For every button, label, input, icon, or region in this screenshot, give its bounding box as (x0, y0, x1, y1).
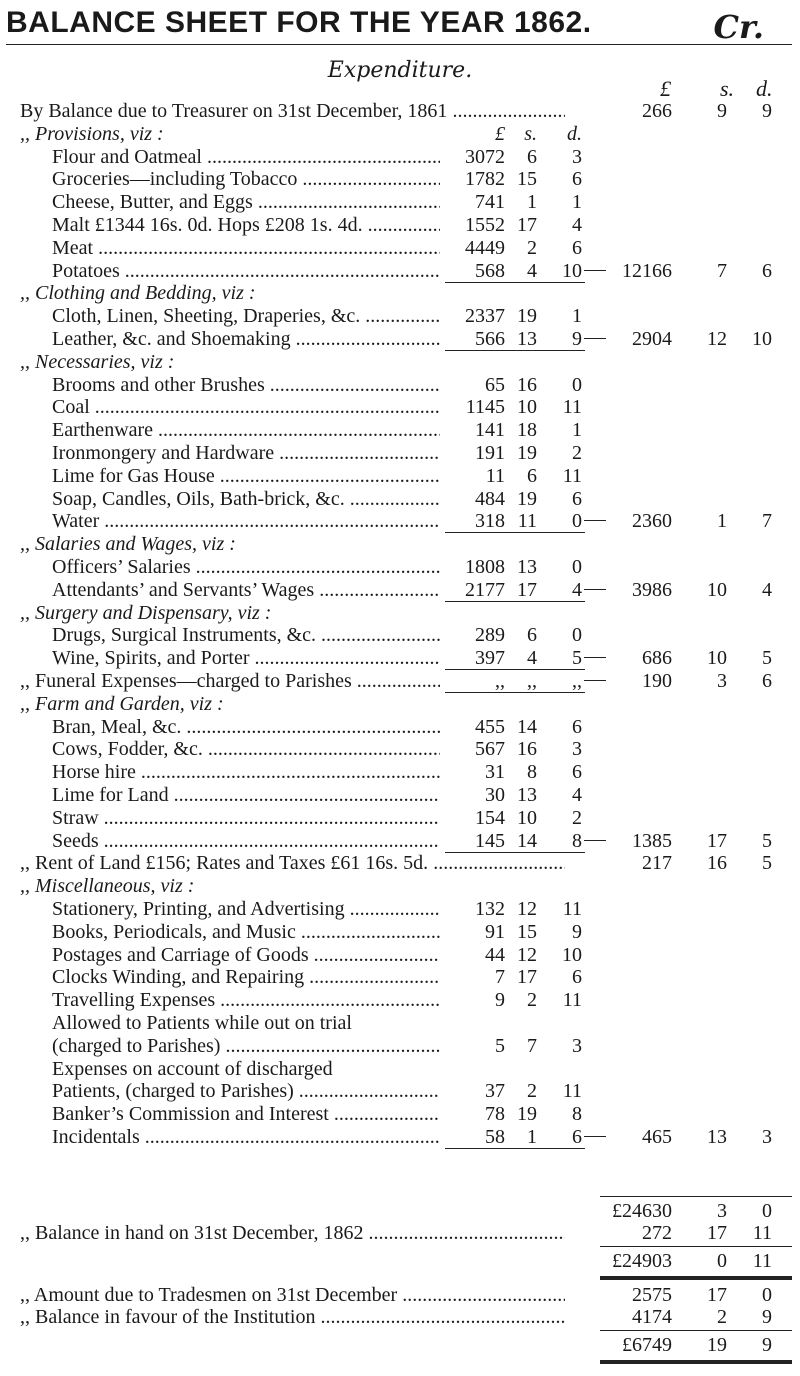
grand-total-pounds: £24903 (612, 1250, 672, 1272)
total-pounds: 266 (642, 100, 672, 122)
item-pounds: 7 (495, 966, 505, 989)
balance-in-hand-shillings: 17 (707, 1222, 727, 1244)
line-label: Seeds ..... (52, 830, 440, 853)
total-pounds: 12166 (622, 259, 672, 282)
line-label: (charged to Parishes) ..... (52, 1035, 440, 1058)
item-shillings: 4 (527, 259, 537, 282)
item-pounds: 455 (475, 715, 505, 738)
item-shillings: 11 (517, 510, 537, 533)
item-pence: 11 (562, 898, 582, 920)
item-pence: 2 (572, 806, 582, 829)
ledger-line (0, 624, 800, 646)
line-label: Lime for Gas House ..... (52, 465, 440, 488)
line-label: ,, Salaries and Wages, viz : (20, 533, 236, 556)
line-label: Bran, Meal, &c. ..... (52, 716, 440, 739)
item-pence: 6 (572, 1126, 582, 1148)
total-pence: 5 (762, 647, 772, 670)
line-label: Coal ..... (52, 396, 440, 419)
ledger-line (0, 442, 800, 464)
item-pounds: 145 (475, 829, 505, 852)
favour-pounds: 4174 (632, 1306, 672, 1328)
final-total-pence: 9 (762, 1334, 772, 1356)
total-dash (584, 1136, 606, 1137)
item-pence: 0 (572, 556, 582, 578)
ledger-line (0, 989, 800, 1011)
item-shillings: 1 (527, 1126, 537, 1148)
total-shillings: 3 (717, 670, 727, 692)
subtotal-shillings: 3 (717, 1200, 727, 1222)
grand-total-rule (600, 1246, 792, 1247)
ledger-line (0, 533, 800, 555)
item-pounds: 132 (475, 898, 505, 920)
line-label: Officers’ Salaries ..... (52, 556, 440, 579)
ledger-line (0, 852, 800, 874)
item-pounds: 1145 (465, 396, 505, 419)
section-subtitle: Expenditure. (327, 58, 473, 83)
line-label: Wine, Spirits, and Porter ..... (52, 647, 440, 670)
line-label: Soap, Candles, Oils, Bath-brick, &c. ..... (52, 488, 440, 511)
item-shillings: 6 (527, 464, 537, 487)
line-label: By Balance due to Treasurer on 31st December, 1861 ..... (20, 100, 565, 123)
tradesmen-pence: 0 (762, 1284, 772, 1306)
item-shillings: 19 (517, 442, 537, 464)
ledger-line (0, 944, 800, 966)
line-label: Clocks Winding, and Repairing ..... (52, 966, 440, 989)
ledger-line (0, 602, 800, 624)
subtotal-line (0, 1200, 800, 1222)
item-pence: 6 (572, 715, 582, 738)
item-shillings: 10 (517, 396, 537, 419)
item-pounds-heading: £ (495, 122, 505, 145)
item-shillings: 18 (517, 419, 537, 442)
final-total-shillings: 19 (707, 1334, 727, 1356)
item-shillings: 17 (517, 214, 537, 236)
ledger-line (0, 488, 800, 510)
ledger-line (0, 716, 800, 738)
total-shillings: 1 (717, 510, 727, 533)
favour-pence: 9 (762, 1306, 772, 1328)
item-pence: 1 (572, 419, 582, 442)
favour-line (0, 1306, 800, 1328)
item-shillings: 2 (527, 1080, 537, 1103)
total-shillings: 9 (717, 100, 727, 122)
item-shillings: ,, (527, 670, 537, 692)
ledger-line (0, 214, 800, 236)
line-label: Straw ..... (52, 807, 440, 830)
total-pence: 6 (762, 259, 772, 282)
item-pence: 9 (572, 328, 582, 350)
item-pounds: 154 (475, 806, 505, 829)
total-pence: 4 (762, 578, 772, 601)
item-shillings: 1 (527, 191, 537, 214)
item-shillings: 6 (527, 624, 537, 647)
tradesmen-line (0, 1284, 800, 1306)
total-dash (584, 840, 606, 841)
total-dash (584, 270, 606, 271)
item-pounds: 1782 (465, 168, 505, 191)
ledger-line (0, 328, 800, 350)
line-label: Flour and Oatmeal ..... (52, 146, 440, 169)
item-pence: 3 (572, 145, 582, 168)
line-label: ,, Surgery and Dispensary, viz : (20, 601, 272, 624)
item-pence: 9 (572, 920, 582, 943)
ledger-line (0, 419, 800, 441)
item-shillings: 15 (517, 920, 537, 943)
line-label: Groceries—including Tobacco ..... (52, 168, 440, 191)
total-pounds: 217 (642, 852, 672, 875)
item-shillings: 16 (517, 738, 537, 761)
ledger-line (0, 123, 800, 145)
ledger-line (0, 146, 800, 168)
grand-total-bar (600, 1276, 792, 1280)
ledger-line (0, 875, 800, 897)
item-shillings: 14 (517, 829, 537, 852)
item-pounds: 65 (485, 373, 505, 396)
tradesmen-label: ,, Amount due to Tradesmen on 31st December ..... (20, 1284, 565, 1307)
total-pounds: 2904 (632, 328, 672, 350)
line-label: Horse hire ..... (52, 761, 440, 784)
pence-heading: d. (756, 76, 773, 101)
item-shillings: 10 (517, 806, 537, 829)
item-pence: 11 (562, 464, 582, 487)
total-pence: 3 (762, 1126, 772, 1148)
line-label: Postages and Carriage of Goods ..... (52, 944, 440, 967)
item-pounds: 1552 (465, 214, 505, 236)
total-pounds: 3986 (632, 578, 672, 601)
line-label: Cheese, Butter, and Eggs ..... (52, 191, 440, 214)
total-pounds: 190 (642, 670, 672, 692)
item-pence: 4 (572, 578, 582, 601)
item-pence: 4 (572, 214, 582, 236)
total-shillings: 7 (717, 259, 727, 282)
total-pounds: 465 (642, 1126, 672, 1148)
item-pounds: 1808 (465, 556, 505, 578)
item-pence: 4 (572, 784, 582, 806)
line-label: Potatoes ..... (52, 260, 440, 283)
item-pence: 0 (572, 510, 582, 533)
item-shillings: 13 (517, 556, 537, 578)
line-label: Cloth, Linen, Sheeting, Draperies, &c. ..... (52, 305, 440, 328)
total-pounds: 686 (642, 647, 672, 670)
item-pounds: 91 (485, 920, 505, 943)
total-pence: 9 (762, 100, 772, 122)
ledger-line (0, 807, 800, 829)
item-pence-heading: d. (567, 122, 582, 145)
item-pence: 10 (562, 943, 582, 966)
item-pounds: 37 (485, 1080, 505, 1103)
item-pounds: 318 (475, 510, 505, 533)
line-label: Travelling Expenses ..... (52, 989, 440, 1012)
total-dash (584, 680, 606, 681)
item-shillings: 12 (517, 898, 537, 920)
ledger-line (0, 1012, 800, 1034)
total-pence: 7 (762, 510, 772, 533)
item-shillings: 14 (517, 715, 537, 738)
ledger-line (0, 168, 800, 190)
ledger-line (0, 921, 800, 943)
total-pounds: 2360 (632, 510, 672, 533)
item-shillings: 13 (517, 328, 537, 350)
line-label: Lime for Land ..... (52, 784, 440, 807)
total-pence: 10 (752, 328, 772, 350)
item-pence: 6 (572, 487, 582, 510)
line-label: Drugs, Surgical Instruments, &c. ..... (52, 624, 440, 647)
item-pence: 5 (572, 647, 582, 670)
item-pence: 0 (572, 373, 582, 396)
item-pounds: 31 (485, 761, 505, 784)
line-label: Expenses on account of discharged (52, 1057, 333, 1080)
ledger-line (0, 579, 800, 601)
ledger-line (0, 1080, 800, 1102)
item-pounds: 141 (475, 419, 505, 442)
total-shillings: 16 (707, 852, 727, 875)
line-label: Leather, &c. and Shoemaking ..... (52, 328, 440, 351)
final-total-bar (600, 1360, 792, 1364)
credit-label: Cr. (713, 8, 764, 46)
item-pounds: 5 (495, 1034, 505, 1057)
line-label: Stationery, Printing, and Advertising ..... (52, 898, 440, 921)
total-pounds: 1385 (632, 829, 672, 852)
final-total-line (0, 1334, 800, 1356)
line-label: Ironmongery and Hardware ..... (52, 442, 440, 465)
item-shillings: 8 (527, 761, 537, 784)
item-pence: 11 (562, 396, 582, 419)
line-label: Banker’s Commission and Interest ..... (52, 1103, 440, 1126)
header-rule (6, 44, 792, 45)
line-label: Water ..... (52, 510, 440, 533)
item-shillings: 4 (527, 647, 537, 670)
ledger-line (0, 100, 800, 122)
ledger-line (0, 761, 800, 783)
subtotal-rule (445, 1148, 585, 1149)
item-shillings: 6 (527, 145, 537, 168)
final-total-rule (600, 1330, 792, 1331)
total-shillings: 10 (707, 578, 727, 601)
grand-total-shillings: 0 (717, 1250, 727, 1272)
item-pounds: 2337 (465, 305, 505, 328)
line-label: ,, Clothing and Bedding, viz : (20, 282, 256, 305)
ledger-line (0, 374, 800, 396)
item-pence: 1 (572, 305, 582, 328)
item-pence: 11 (562, 989, 582, 1012)
ledger-line (0, 693, 800, 715)
line-label: Earthenware ..... (52, 419, 440, 442)
line-label: Books, Periodicals, and Music ..... (52, 921, 440, 944)
total-shillings: 12 (707, 328, 727, 350)
item-shillings: 7 (527, 1034, 537, 1057)
tradesmen-shillings: 17 (707, 1284, 727, 1306)
item-pence: 8 (572, 1103, 582, 1126)
line-label: Allowed to Patients while out on trial (52, 1012, 352, 1034)
ledger-line (0, 1035, 800, 1057)
balance-in-hand-line (0, 1222, 800, 1244)
line-label: ,, Farm and Garden, viz : (20, 692, 224, 715)
ledger-line (0, 237, 800, 259)
ledger-line (0, 738, 800, 760)
ledger-line (0, 898, 800, 920)
item-pence: 6 (572, 236, 582, 259)
item-pence: 6 (572, 761, 582, 784)
item-pounds: 397 (475, 647, 505, 670)
item-shillings: 2 (527, 236, 537, 259)
item-pounds: 4449 (465, 236, 505, 259)
grand-total-pence: 11 (752, 1250, 772, 1272)
item-shillings: 19 (517, 487, 537, 510)
item-pounds: 44 (485, 943, 505, 966)
subtotal-rule (600, 1196, 792, 1197)
item-pounds: 741 (475, 191, 505, 214)
total-shillings: 17 (707, 829, 727, 852)
line-label: ,, Rent of Land £156; Rates and Taxes £61 16s. 5d. ..... (20, 852, 565, 875)
item-pounds: 191 (475, 442, 505, 464)
ledger-line (0, 510, 800, 532)
item-pounds: ,, (495, 670, 505, 692)
balance-in-hand-pence: 11 (752, 1222, 772, 1244)
item-pence: 11 (562, 1080, 582, 1103)
line-label: ,, Necessaries, viz : (20, 350, 175, 373)
balance-in-hand-pounds: 272 (642, 1222, 672, 1244)
item-pounds: 30 (485, 784, 505, 806)
ledger-line (0, 830, 800, 852)
ledger-line (0, 966, 800, 988)
line-label: Incidentals ..... (52, 1126, 440, 1149)
item-shillings: 15 (517, 168, 537, 191)
line-label: Cows, Fodder, &c. ..... (52, 738, 440, 761)
final-total-pounds: £6749 (622, 1334, 672, 1356)
item-pence: 6 (572, 168, 582, 191)
item-pence: 2 (572, 442, 582, 464)
item-pence: 3 (572, 1034, 582, 1057)
line-label: ,, Miscellaneous, viz : (20, 875, 195, 898)
ledger-line (0, 556, 800, 578)
total-pence: 5 (762, 829, 772, 852)
item-shillings: 13 (517, 784, 537, 806)
item-pence: 0 (572, 624, 582, 647)
item-pounds: 11 (485, 464, 505, 487)
item-shillings: 2 (527, 989, 537, 1012)
favour-shillings: 2 (717, 1306, 727, 1328)
total-shillings: 13 (707, 1126, 727, 1148)
ledger-line (0, 1058, 800, 1080)
ledger-line (0, 1103, 800, 1125)
line-label: Meat ..... (52, 237, 440, 260)
ledger-line (0, 260, 800, 282)
total-dash (584, 338, 606, 339)
ledger-line (0, 282, 800, 304)
line-label: ,, Provisions, viz : (20, 122, 164, 145)
item-pounds: 58 (485, 1126, 505, 1148)
ledger-line (0, 670, 800, 692)
total-dash (584, 520, 606, 521)
line-label: Patients, (charged to Parishes) ..... (52, 1080, 440, 1103)
tradesmen-pounds: 2575 (632, 1284, 672, 1306)
total-dash (584, 589, 606, 590)
item-pounds: 289 (475, 624, 505, 647)
item-pounds: 78 (485, 1103, 505, 1126)
ledger-line (0, 351, 800, 373)
item-pounds: 2177 (465, 578, 505, 601)
grand-total-line (0, 1250, 800, 1272)
shillings-heading: s. (720, 76, 735, 101)
subtotal-pounds: £24630 (612, 1200, 672, 1222)
item-shillings: 19 (517, 1103, 537, 1126)
item-pence: 10 (562, 259, 582, 282)
item-pounds: 9 (495, 989, 505, 1012)
item-shillings: 16 (517, 373, 537, 396)
total-pence: 5 (762, 852, 772, 875)
item-pence: 6 (572, 966, 582, 989)
ledger-line (0, 191, 800, 213)
item-pence: 1 (572, 191, 582, 214)
item-shillings: 17 (517, 966, 537, 989)
ledger-line (0, 1126, 800, 1148)
ledger-line (0, 647, 800, 669)
line-label: Malt £1344 16s. 0d. Hops £208 1s. 4d. ..... (52, 214, 440, 237)
total-shillings: 10 (707, 647, 727, 670)
balance-in-hand-label: ,, Balance in hand on 31st December, 1862 ..... (20, 1222, 565, 1245)
item-pounds: 3072 (465, 145, 505, 168)
ledger-line (0, 465, 800, 487)
item-pounds: 484 (475, 487, 505, 510)
item-pounds: 567 (475, 738, 505, 761)
item-pence: ,, (572, 670, 582, 692)
ledger-line (0, 305, 800, 327)
item-shillings-heading: s. (524, 122, 537, 145)
line-label: Brooms and other Brushes ..... (52, 374, 440, 397)
total-pence: 6 (762, 670, 772, 692)
subtotal-pence: 0 (762, 1200, 772, 1222)
item-pence: 3 (572, 738, 582, 761)
total-dash (584, 657, 606, 658)
item-pounds: 568 (475, 259, 505, 282)
ledger-line (0, 396, 800, 418)
line-label: ,, Funeral Expenses—charged to Parishes ..... (20, 670, 440, 693)
item-shillings: 12 (517, 943, 537, 966)
line-label: Attendants’ and Servants’ Wages ..... (52, 579, 440, 602)
page-title: BALANCE SHEET FOR THE YEAR 1862. (6, 6, 592, 39)
ledger-line (0, 784, 800, 806)
pounds-heading: £ (660, 76, 671, 101)
item-shillings: 19 (517, 305, 537, 328)
favour-label: ,, Balance in favour of the Institution ..... (20, 1306, 565, 1329)
item-pounds: 566 (475, 328, 505, 350)
item-shillings: 17 (517, 578, 537, 601)
item-pence: 8 (572, 829, 582, 852)
